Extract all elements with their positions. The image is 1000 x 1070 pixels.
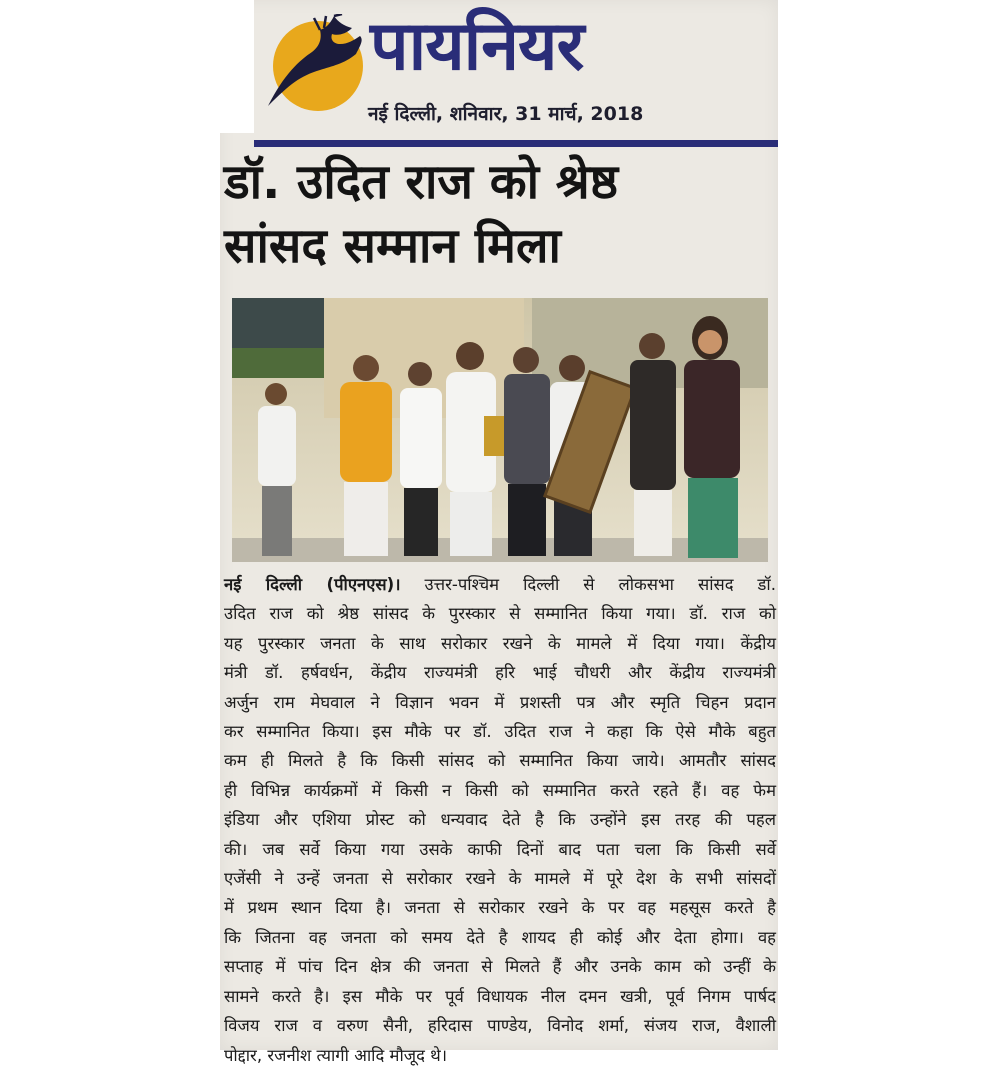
pioneer-logo-icon	[260, 14, 370, 114]
article-byline: नई दिल्ली (पीएनएस)।	[224, 575, 401, 594]
article-line-1	[224, 570, 776, 599]
article-line: में प्रथम स्थान दिया है। जनता से सरोकार रखने के पर वह महसूस करते है	[224, 898, 776, 918]
dateline: नई दिल्ली, शनिवार, 31 मार्च, 2018	[368, 103, 644, 125]
article-line: सप्ताह में पांच दिन क्षेत्र की जनता से मिलते हैं और उनके काम को उन्हीं के	[224, 957, 776, 977]
headline-line-2: सांसद सम्मान मिला	[224, 218, 561, 274]
article-line: कर सम्मानित किया। इस मौके पर डॉ. उदित राज ने कहा कि ऐसे मौके बहुत	[224, 722, 776, 742]
headline-line-1: डॉ. उदित राज को श्रेष्ठ	[224, 154, 619, 210]
article-line: पोद्दार, रजनीश त्यागी आदि मौजूद थे।	[224, 1045, 448, 1065]
article-text: उत्तर-पश्चिम दिल्ली से लोकसभा सांसद डॉ.	[424, 575, 776, 594]
masthead-rule	[254, 140, 778, 147]
article-line: यह पुरस्कार जनता के साथ सरोकार रखने के मामले में दिया गया। केंद्रीय	[224, 633, 776, 653]
newspaper-clipping	[220, 0, 778, 1065]
article-line: की। जब सर्वे किया गया उसके काफी दिनों बाद पता चला कि किसी सर्वे	[224, 839, 776, 859]
article-line: मंत्री डॉ. हर्षवर्धन, केंद्रीय राज्यमंत्री हरि भाई चौधरी और केंद्रीय राज्यमंत्री	[224, 663, 776, 683]
person-3	[400, 362, 442, 556]
article-line: विजय राज व वरुण सैनी, हरिदास पाण्डेय, विनोद शर्मा, संजय राज, वैशाली	[224, 1016, 776, 1036]
person-2	[340, 355, 392, 556]
masthead	[220, 0, 778, 140]
article-line: ही विभिन्न कार्यक्रमों में किसी न किसी को सम्मानित करते रहते हैं। वह फेम	[224, 780, 776, 800]
article-line: एजेंसी ने उन्हें जनता से सरोकार रखने के मामले में पूरे देश के सभी सांसदों	[224, 869, 776, 889]
article-body	[224, 570, 776, 1070]
article-line: अर्जुन राम मेघवाल ने विज्ञान भवन में प्रशस्ती पत्र और स्मृति चिहन प्रदान	[224, 692, 776, 712]
headline	[224, 150, 774, 278]
torn-corner	[220, 0, 254, 133]
article-line: इंडिया और एशिया प्रोस्ट को धन्यवाद देते है कि उन्होंने इस तरह की पहल	[224, 810, 776, 830]
person-7	[630, 333, 676, 556]
person-5	[504, 347, 550, 556]
article-line: कि जितना वह जनता को समय देते है शायद ही कोई और देता होगा। वह	[224, 927, 776, 947]
article-line: सामने करते है। इस मौके पर पूर्व विधायक नील दमन खत्री, पूर्व निगम पार्षद	[224, 986, 776, 1006]
award-ceremony-photo	[232, 298, 768, 562]
newspaper-title: पायनियर	[370, 7, 584, 86]
article-line: कम ही मिलते है कि किसी सांसद को सम्मानित किया जाये। आमतौर सांसद	[224, 751, 776, 771]
article-line: उदित राज को श्रेष्ठ सांसद के पुरस्कार से सम्मानित किया गया। डॉ. राज को	[224, 604, 776, 624]
person-1	[258, 383, 296, 556]
